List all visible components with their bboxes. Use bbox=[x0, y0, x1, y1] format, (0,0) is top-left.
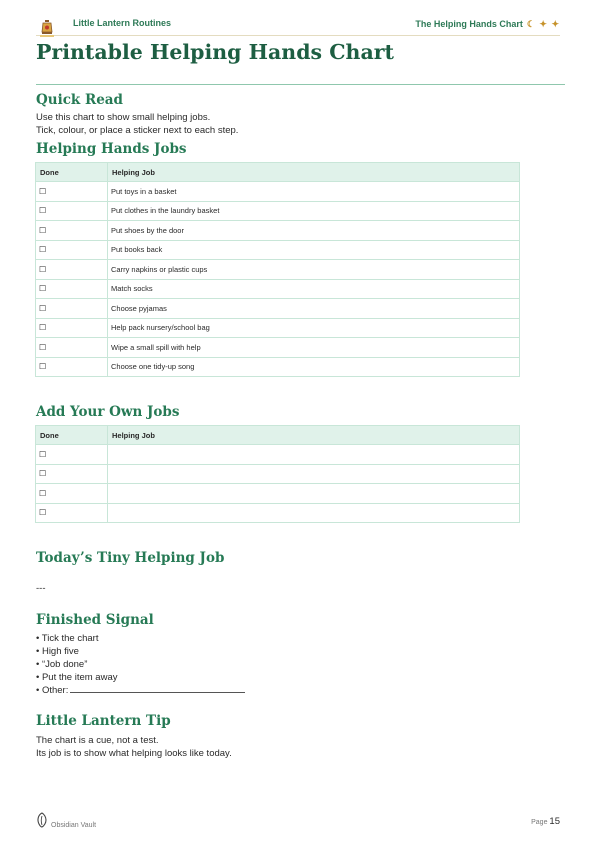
list-item-other bbox=[36, 684, 245, 697]
page-label: Page bbox=[531, 819, 548, 826]
tip-line: Its job is to show what helping looks like today. bbox=[36, 748, 232, 759]
table-row bbox=[36, 338, 520, 358]
finished-signal-heading: Finished Signal bbox=[36, 612, 154, 628]
checkbox[interactable]: ☐ bbox=[36, 260, 108, 280]
own-jobs-table bbox=[35, 425, 520, 523]
table-row bbox=[36, 279, 520, 299]
column-header-job: Helping Job bbox=[108, 163, 520, 182]
column-header-done: Done bbox=[36, 426, 108, 445]
list-item: • “Job done” bbox=[36, 659, 88, 670]
tiny-job-text: --- bbox=[36, 583, 46, 594]
table-row bbox=[36, 503, 520, 523]
checkbox[interactable]: ☐ bbox=[36, 240, 108, 260]
table-row bbox=[36, 318, 520, 338]
table-row bbox=[36, 299, 520, 319]
job-cell: Carry napkins or plastic cups bbox=[108, 260, 520, 280]
job-cell: Put books back bbox=[108, 240, 520, 260]
other-label: • Other: bbox=[36, 685, 69, 696]
tip-text bbox=[36, 734, 232, 760]
checkbox[interactable]: ☐ bbox=[36, 445, 108, 465]
job-cell: Put toys in a basket bbox=[108, 182, 520, 202]
table-header-row bbox=[36, 426, 520, 445]
checkbox[interactable]: ☐ bbox=[36, 299, 108, 319]
table-row bbox=[36, 260, 520, 280]
footer-brand: Obsidian Vault bbox=[51, 822, 97, 829]
title-divider bbox=[36, 84, 565, 85]
tiny-job-heading: Today’s Tiny Helping Job bbox=[36, 550, 225, 566]
table-row bbox=[36, 221, 520, 241]
table-row bbox=[36, 182, 520, 202]
table-row bbox=[36, 357, 520, 377]
job-cell: Put clothes in the laundry basket bbox=[108, 201, 520, 221]
page-number-value: 15 bbox=[549, 816, 560, 827]
job-cell: Choose pyjamas bbox=[108, 299, 520, 319]
job-cell: Match socks bbox=[108, 279, 520, 299]
checkbox[interactable]: ☐ bbox=[36, 201, 108, 221]
other-blank-line[interactable] bbox=[70, 684, 245, 693]
checkbox[interactable]: ☐ bbox=[36, 484, 108, 504]
page-number bbox=[531, 816, 560, 827]
blank-job-cell[interactable] bbox=[108, 503, 520, 523]
list-item: • Tick the chart bbox=[36, 633, 99, 644]
checkbox[interactable]: ☐ bbox=[36, 318, 108, 338]
job-cell: Wipe a small spill with help bbox=[108, 338, 520, 358]
job-cell: Help pack nursery/school bag bbox=[108, 318, 520, 338]
tip-line: The chart is a cue, not a test. bbox=[36, 735, 159, 746]
list-item: • High five bbox=[36, 646, 79, 657]
blank-job-cell[interactable] bbox=[108, 484, 520, 504]
blank-job-cell[interactable] bbox=[108, 445, 520, 465]
finished-signal-list bbox=[36, 632, 245, 697]
brand-name: Little Lantern Routines bbox=[73, 18, 172, 28]
quick-read-line: Use this chart to show small helping jobs. bbox=[36, 112, 211, 123]
column-header-done: Done bbox=[36, 163, 108, 182]
checkbox[interactable]: ☐ bbox=[36, 357, 108, 377]
quick-read-text bbox=[36, 111, 238, 137]
column-header-job: Helping Job bbox=[108, 426, 520, 445]
checkbox[interactable]: ☐ bbox=[36, 503, 108, 523]
job-cell: Put shoes by the door bbox=[108, 221, 520, 241]
tip-heading: Little Lantern Tip bbox=[36, 713, 171, 729]
table-row bbox=[36, 201, 520, 221]
list-item: • Put the item away bbox=[36, 672, 118, 683]
table-row bbox=[36, 484, 520, 504]
chart-title-label: The Helping Hands Chart bbox=[415, 19, 523, 29]
blank-job-cell[interactable] bbox=[108, 464, 520, 484]
job-cell: Choose one tidy-up song bbox=[108, 357, 520, 377]
own-jobs-heading: Add Your Own Jobs bbox=[36, 404, 180, 420]
obsidian-logo-icon bbox=[36, 812, 48, 828]
page-title: Printable Helping Hands Chart bbox=[36, 40, 394, 64]
page-header bbox=[36, 14, 560, 36]
table-row bbox=[36, 445, 520, 465]
table-header-row bbox=[36, 163, 520, 182]
checkbox[interactable]: ☐ bbox=[36, 279, 108, 299]
moon-stars-icon: ☾ ✦ ✦ bbox=[526, 19, 560, 29]
jobs-table bbox=[35, 162, 520, 377]
checkbox[interactable]: ☐ bbox=[36, 464, 108, 484]
table-row bbox=[36, 464, 520, 484]
quick-read-heading: Quick Read bbox=[36, 92, 123, 108]
jobs-heading: Helping Hands Jobs bbox=[36, 141, 187, 157]
table-row bbox=[36, 240, 520, 260]
checkbox[interactable]: ☐ bbox=[36, 338, 108, 358]
header-chart-title bbox=[415, 19, 560, 30]
lantern-icon bbox=[40, 20, 54, 38]
checkbox[interactable]: ☐ bbox=[36, 182, 108, 202]
checkbox[interactable]: ☐ bbox=[36, 221, 108, 241]
quick-read-line: Tick, colour, or place a sticker next to each step. bbox=[36, 125, 239, 136]
